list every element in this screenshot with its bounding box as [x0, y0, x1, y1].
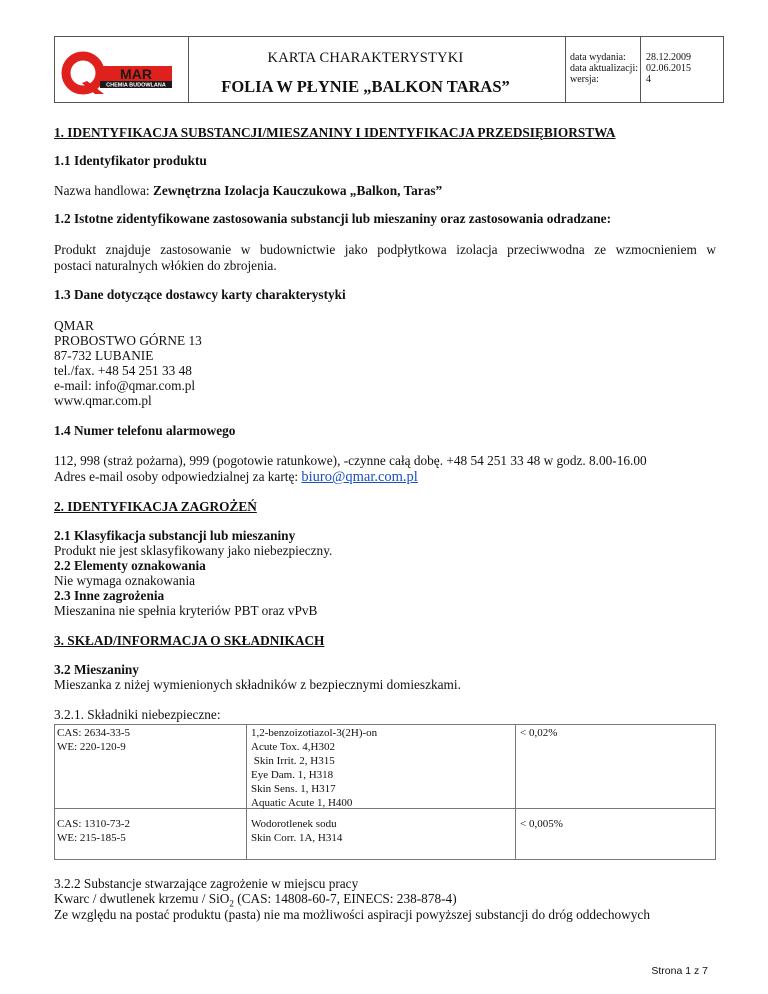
subsection-heading: 3.2 Mieszaniny — [54, 662, 139, 677]
supplier-line: e-mail: info@qmar.com.pl — [54, 378, 196, 393]
table-cell-id: WE: 220-120-9 — [57, 741, 126, 753]
section-heading: 3. SKŁAD/INFORMACJA O SKŁADNIKACH — [54, 633, 325, 648]
meta-value: 02.06.2015 — [646, 63, 691, 74]
paragraph: postaci naturalnych włókien do zbrojenia. — [54, 258, 277, 273]
supplier-line: QMAR — [54, 318, 94, 333]
subsection-heading: 1.2 Istotne zidentyfikowane zastosowania substancji lub mieszaniny oraz zastosowania odradzane: — [54, 211, 612, 226]
table-cell-classification: Skin Corr. 1A, H314 — [251, 832, 343, 844]
trade-name: Zewnętrzna Izolacja Kauczukowa „Balkon, Taras” — [152, 183, 443, 198]
email-link[interactable]: biuro@qmar.com.pl — [301, 469, 418, 485]
table-cell-classification: Acute Tox. 4,H302 — [251, 741, 335, 753]
hazardous-components-table — [54, 724, 716, 860]
supplier-line: www.qmar.com.pl — [54, 393, 152, 408]
table-border — [54, 724, 716, 725]
section-heading: 1. IDENTYFIKACJA SUBSTANCJI/MIESZANINY I IDENTYFIKACJA PRZEDSIĘBIORSTWA — [54, 125, 616, 140]
table-border — [515, 724, 516, 860]
page-number: Strona 1 z 7 — [651, 965, 708, 977]
qmar-logo-icon — [60, 50, 176, 96]
table-cell-classification: Eye Dam. 1, H318 — [251, 769, 334, 781]
paragraph: Nie wymaga oznakowania — [54, 573, 196, 588]
meta-value: 28.12.2009 — [646, 52, 691, 63]
subsection-heading: 3.2.1. Składniki niebezpieczne: — [54, 707, 221, 722]
meta-label: wersja: — [570, 74, 599, 85]
header-divider — [640, 37, 641, 102]
subsection-heading: 1.1 Identyfikator produktu — [54, 153, 207, 168]
trade-name-line: Nazwa handlowa: Zewnętrzna Izolacja Kauczukowa „Balkon, Taras” — [54, 183, 443, 198]
supplier-line: tel./fax. +48 54 251 33 48 — [54, 363, 192, 378]
table-cell-classification: 1,2-benzoizotiazol-3(2H)-on — [251, 727, 378, 739]
supplier-line: 87-732 LUBANIE — [54, 348, 154, 363]
svg-text:MAR: MAR — [120, 66, 152, 82]
table-border — [54, 724, 55, 860]
table-border — [54, 859, 716, 860]
table-cell-classification: Aquatic Acute 1, H400 — [251, 797, 353, 809]
table-border — [715, 724, 716, 860]
subsection-heading: 1.4 Numer telefonu alarmowego — [54, 423, 236, 438]
header-divider — [565, 37, 566, 102]
document-title: KARTA CHARAKTERYSTYKI — [267, 50, 464, 66]
table-cell-concentration: < 0,005% — [520, 818, 563, 830]
paragraph: Produkt znajduje zastosowanie w budownictwie jako podpłytkowa izolacja przeciwwodna ze wzmocnieniem w — [54, 242, 716, 257]
subsection-heading: 3.2.2 Substancje stwarzające zagrożenie w miejscu pracy — [54, 876, 359, 891]
table-cell-id: CAS: 2634-33-5 — [57, 727, 131, 739]
quartz-line: Kwarc / dwutlenek krzemu / SiO$_2$ (CAS: 14808-60-7, EINECS: 238-878-4) — [54, 891, 457, 909]
paragraph: Ze względu na postać produktu (pasta) nie ma możliwości aspiracji powyższej substancji do dróg oddechowych — [54, 907, 650, 922]
paragraph: Mieszanka z niżej wymienionych składników z bezpiecznymi domieszkami. — [54, 677, 461, 692]
subsection-heading: 2.1 Klasyfikacja substancji lub mieszaniny — [54, 528, 296, 543]
emergency-line: 112, 998 (straż pożarna), 999 (pogotowie ratunkowe), -czynne całą dobę. +48 54 251 33 48 w godz. 8.00-16.00 — [54, 453, 647, 468]
paragraph: Produkt nie jest sklasyfikowany jako niebezpieczny. — [54, 543, 333, 558]
meta-value: 4 — [646, 74, 651, 85]
table-cell-classification: Skin Sens. 1, H317 — [251, 783, 336, 795]
meta-label: data aktualizacji: — [570, 63, 639, 74]
section-heading: 2. IDENTYFIKACJA ZAGROŻEŃ — [54, 499, 257, 514]
svg-text:CHEMIA BUDOWLANA: CHEMIA BUDOWLANA — [106, 82, 166, 89]
qmar-logo — [60, 50, 176, 96]
table-cell-id: CAS: 1310-73-2 — [57, 818, 131, 830]
table-cell-classification: Wodorotlenek sodu — [251, 818, 337, 830]
table-cell-classification: Skin Irrit. 2, H315 — [251, 755, 335, 767]
supplier-line: PROBOSTWO GÓRNE 13 — [54, 333, 202, 348]
paragraph: Mieszanina nie spełnia kryteriów PBT oraz vPvB — [54, 603, 318, 618]
table-border — [246, 724, 247, 860]
subsection-heading: 1.3 Dane dotyczące dostawcy karty charakterystyki — [54, 287, 346, 302]
product-title: FOLIA W PŁYNIE „BALKON TARAS” — [221, 77, 510, 96]
table-cell-concentration: < 0,02% — [520, 727, 558, 739]
subsection-heading: 2.2 Elementy oznakowania — [54, 558, 206, 573]
header-divider — [188, 37, 189, 102]
table-border — [54, 808, 716, 809]
email-line: Adres e-mail osoby odpowiedzialnej za kartę: biuro@qmar.com.pl — [54, 469, 418, 485]
table-cell-id: WE: 215-185-5 — [57, 832, 126, 844]
subsection-heading: 2.3 Inne zagrożenia — [54, 588, 165, 603]
meta-label: data wydania: — [570, 52, 626, 63]
